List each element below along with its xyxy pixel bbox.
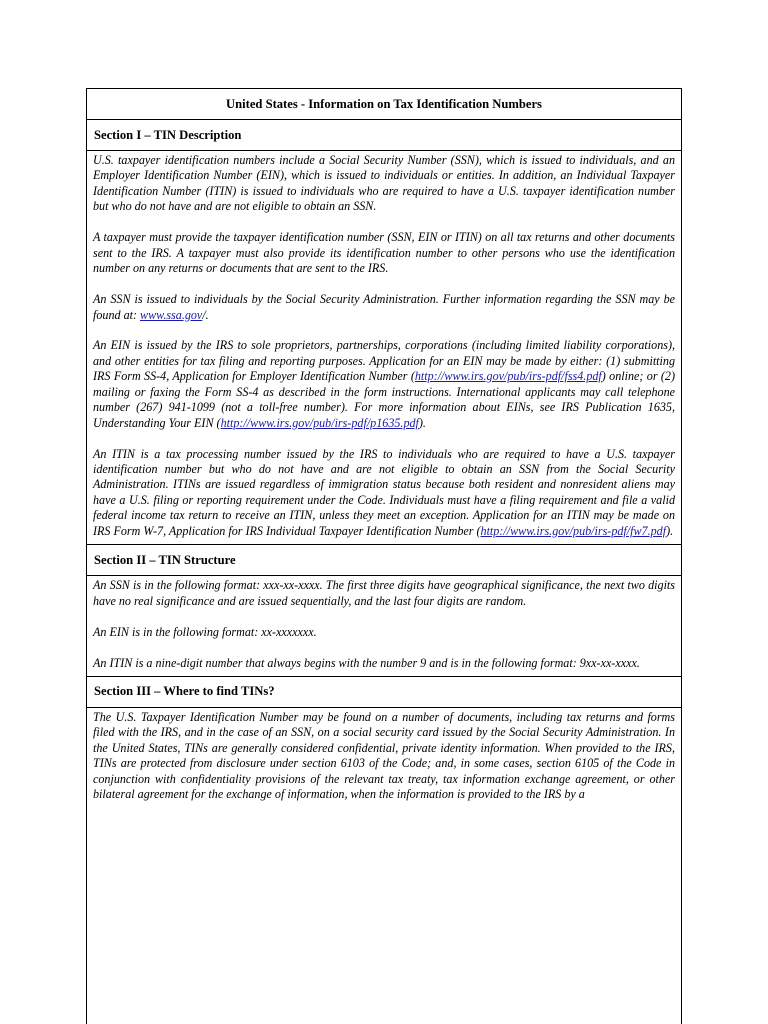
paragraph: U.S. taxpayer identification numbers include a Social Security Number (SSN), which is issued to individuals, and an Employer Identification Number (EIN), which is issued to individuals or entities. In addition, an Individual Taxpayer Identification Number (ITIN) is issued to individuals who are required to have a U.S. taxpayer identification number but who do not have and are not eligible to obtain an SSN.	[93, 153, 675, 214]
paragraph: An SSN is issued to individuals by the Social Security Administration. Further information regarding the SSN may be found at: www.ssa.gov/.	[93, 292, 675, 322]
fss4-pdf-link[interactable]: http://www.irs.gov/pub/irs-pdf/fss4.pdf	[414, 369, 602, 384]
section-3-body	[87, 708, 681, 808]
paragraph: A taxpayer must provide the taxpayer identification number (SSN, EIN or ITIN) on all tax returns and other documents sent to the IRS. A taxpayer must also provide its identification number to other persons who use the identification number on any returns or documents that are sent to the IRS.	[93, 230, 675, 276]
document-title: United States - Information on Tax Identification Numbers	[87, 89, 681, 120]
paragraph: An EIN is issued by the IRS to sole proprietors, partnerships, corporations (including limited liability corporations), and other entities for tax filing and reporting purposes. Application for an EIN may be made by either: (1) submitting IRS Form SS-4, Application for Employer Identification Number (http://www.irs.gov/pub/irs-pdf/fss4.pdf) online; or (2) mailing or faxing the Form SS-4 as described in the form instructions. International applicants may call telephone number (267) 941-1099 (not a toll-free number). For more information about EINs, see IRS Publication 1635, Understanding Your EIN (http://www.irs.gov/pub/irs-pdf/p1635.pdf).	[93, 338, 675, 430]
section-2-body	[87, 576, 681, 677]
fw7-pdf-link[interactable]: http://www.irs.gov/pub/irs-pdf/fw7.pdf	[480, 523, 667, 538]
section-2-heading: Section II – TIN Structure	[87, 545, 681, 576]
paragraph: An ITIN is a nine-digit number that always begins with the number 9 and is in the following format: 9xx-xx-xxxx.	[93, 655, 640, 670]
paragraph: An EIN is in the following format: xx-xxxxxxx.	[93, 624, 317, 639]
paragraph: An SSN is in the following format: xxx-xx-xxxx. The first three digits have geographical significance, the next two digits have no real significance and are issued sequentially, and the last four digits are random.	[93, 578, 675, 608]
section-3-heading: Section III – Where to find TINs?	[87, 677, 681, 708]
ssa-link[interactable]: www.ssa.gov	[140, 307, 203, 322]
section-1-heading: Section I – TIN Description	[87, 120, 681, 151]
p1635-pdf-link[interactable]: http://www.irs.gov/pub/irs-pdf/p1635.pdf	[220, 415, 419, 430]
section-1-body	[87, 151, 681, 545]
paragraph: An ITIN is a tax processing number issued by the IRS to individuals who are required to have a U.S. taxpayer identification number but who do not have and are not eligible to obtain an SSN from the Social Security Administration. ITINs are issued regardless of immigration status because both resident and nonresident aliens may have a U.S. filing or reporting requirement under the Code. Individuals must have a filing requirement and file a valid federal income tax return to receive an ITIN, unless they meet an exception. Application for an ITIN may be made on IRS Form W-7, Application for IRS Individual Taxpayer Identification Number (http://www.irs.gov/pub/irs-pdf/fw7.pdf).	[93, 446, 675, 538]
document-table	[86, 88, 682, 1024]
paragraph: The U.S. Taxpayer Identification Number may be found on a number of documents, including tax returns and forms filed with the IRS, and in the case of an SSN, on a social security card issued by the Social Security Administration. In the United States, TINs are generally considered confidential, private identity information. When provided to the IRS, TINs are protected from disclosure under section 6103 of the Code; and, in some cases, section 6105 of the Code in conjunction with confidentiality provisions of the relevant tax treaty, tax information exchange agreement, or other bilateral agreement for the exchange of information, when the information is provided to the IRS by a	[93, 709, 675, 802]
